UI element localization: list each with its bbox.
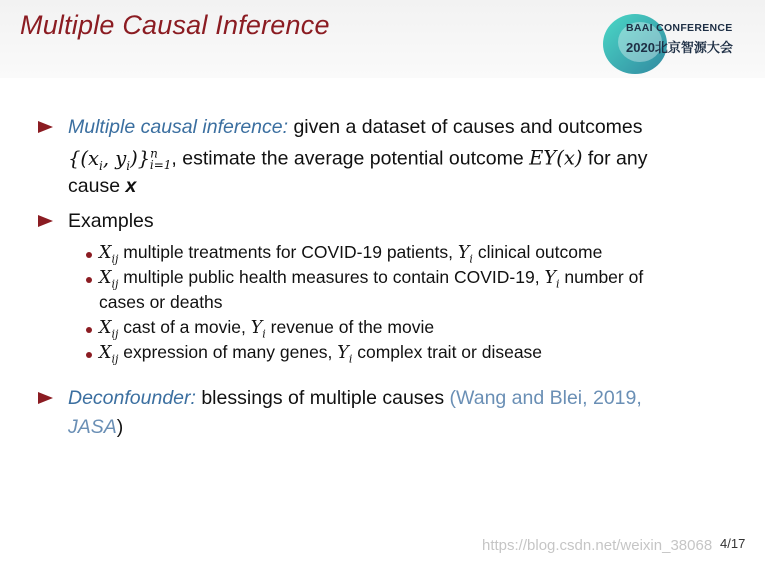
example-item-1: $X_{ij}$ multiple treatments for COVID-19 patients, $Y_i$ clinical outcome bbox=[99, 242, 603, 266]
bullet-1-line-3 bbox=[68, 175, 136, 198]
bullet-marker-icon bbox=[38, 392, 53, 404]
sub-bullet-dot-icon bbox=[86, 277, 92, 283]
page-number: 4/17 bbox=[720, 536, 746, 551]
bullet-2-heading: Examples bbox=[68, 210, 154, 232]
citation-journal[interactable]: JASA bbox=[68, 416, 117, 438]
example-item-3: $X_{ij}$ cast of a movie, $Y_i$ revenue of the movie bbox=[99, 317, 435, 341]
citation-close: ) bbox=[116, 416, 124, 438]
slide-title: Multiple Causal Inference bbox=[20, 10, 330, 40]
bullet-1-line-2 bbox=[68, 146, 648, 172]
bullet-3-line-2 bbox=[68, 416, 123, 439]
bullet-3-emphasis: Deconfounder: bbox=[68, 387, 196, 409]
bullet-3-text: blessings of multiple causes bbox=[195, 387, 450, 409]
logo-word-event: 2020北京智源大会 bbox=[626, 40, 733, 55]
sub-bullet-dot-icon bbox=[86, 252, 92, 258]
watermark: https://blog.csdn.net/weixin_38068 bbox=[482, 537, 713, 554]
example-item-4: $X_{ij}$ expression of many genes, $Y_i$ complex trait or disease bbox=[99, 342, 543, 366]
example-item-2-continued: cases or deaths bbox=[99, 292, 223, 312]
bullet-1-math-dataset: {($x_i$, $y_i)\}^n_{i=1}$ bbox=[68, 146, 172, 173]
bullet-1-text-4: cause bbox=[68, 175, 126, 197]
bullet-1-text-3: for any bbox=[582, 147, 648, 170]
bullet-1-line-1 bbox=[68, 116, 643, 139]
bullet-3-line-1 bbox=[68, 387, 642, 410]
logo-word-conference: BAAI CONFERENCE bbox=[626, 22, 733, 34]
bullet-marker-icon bbox=[38, 121, 53, 133]
citation-link[interactable]: (Wang and Blei, 2019, bbox=[449, 387, 642, 409]
example-item-2: $X_{ij}$ multiple public health measures to contain COVID-19, $Y_i$ number of bbox=[99, 267, 644, 291]
bullet-1-emphasis: Multiple causal inference: bbox=[68, 116, 289, 138]
bullet-1-text-1: given a dataset of causes and outcomes bbox=[288, 116, 643, 138]
bullet-marker-icon bbox=[38, 215, 53, 227]
bullet-1-math-cause: x bbox=[125, 175, 137, 197]
bullet-1-text-2: , estimate the average potential outcome bbox=[171, 147, 530, 170]
sub-bullet-dot-icon bbox=[86, 352, 92, 358]
bullet-1-math-outcome: EY(x) bbox=[529, 146, 583, 170]
sub-bullet-dot-icon bbox=[86, 327, 92, 333]
